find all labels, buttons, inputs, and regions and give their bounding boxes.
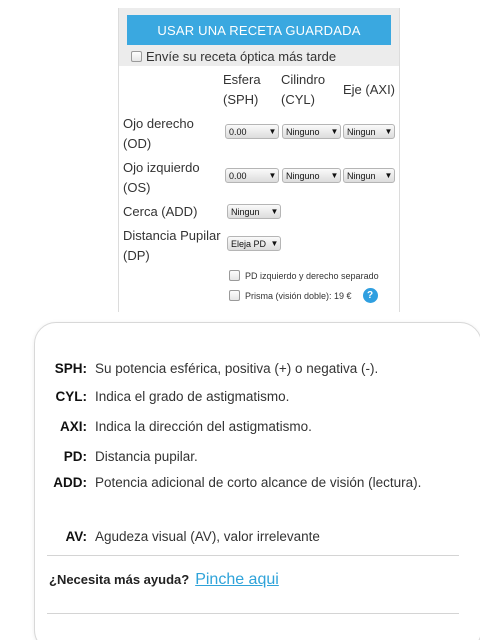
glossary-item-cyl xyxy=(35,387,475,407)
help-link[interactable]: Pinche aqui xyxy=(195,571,279,588)
glossary-term: CYL: xyxy=(55,389,87,404)
os-row-label xyxy=(123,158,200,198)
glossary-definition: Su potencia esférica, positiva (+) o negativa (-). xyxy=(95,361,379,376)
glossary-definition: Potencia adicional de corto alcance de visión (lectura). xyxy=(95,475,422,490)
od-sphere-select[interactable] xyxy=(225,124,279,139)
add-select[interactable] xyxy=(227,204,281,219)
glossary-term: SPH: xyxy=(54,361,87,376)
glossary-definition: Indica el grado de astigmatismo. xyxy=(95,389,290,404)
glossary-definition: Indica la dirección del astigmatismo. xyxy=(95,419,312,434)
cylinder-header-line1: Cilindro xyxy=(281,72,326,87)
help-icon[interactable]: ? xyxy=(363,288,378,303)
glossary-definition: Agudeza visual (AV), valor irrelevante xyxy=(95,529,320,544)
glossary-term: ADD: xyxy=(53,475,87,490)
od-axis-value: Ningun xyxy=(347,126,376,137)
glossary-item-pd xyxy=(35,447,475,467)
os-axis-value: Ningun xyxy=(347,170,376,181)
sphere-header-line2: (SPH) xyxy=(223,92,259,107)
os-label-line1: Ojo izquierdo xyxy=(123,160,200,175)
os-cylinder-value: Ninguno xyxy=(286,170,320,181)
use-saved-prescription-button[interactable]: USAR UNA RECETA GUARDADA xyxy=(127,15,391,45)
pd-separate-row[interactable] xyxy=(229,270,379,281)
dp-row-label xyxy=(123,226,221,266)
glossary-term: PD: xyxy=(63,449,87,464)
send-later-row[interactable] xyxy=(131,49,336,64)
chevron-down-icon: ▼ xyxy=(268,171,277,180)
od-cylinder-value: Ninguno xyxy=(286,126,320,137)
divider xyxy=(47,555,459,556)
od-label-line1: Ojo derecho xyxy=(123,116,194,131)
glossary-card xyxy=(34,322,480,640)
glossary-item-axi xyxy=(35,417,475,437)
chevron-down-icon: ▼ xyxy=(268,127,277,136)
os-sphere-value: 0.00 xyxy=(229,170,247,181)
send-later-checkbox[interactable] xyxy=(131,51,142,62)
os-axis-select[interactable] xyxy=(343,168,395,183)
glossary-term: AV: xyxy=(65,529,87,544)
prism-row[interactable] xyxy=(229,288,378,303)
dp-label-line1: Distancia Pupilar xyxy=(123,228,221,243)
pd-separate-checkbox[interactable] xyxy=(229,270,240,281)
dp-label-line2: (DP) xyxy=(123,248,150,263)
glossary-item-sph xyxy=(35,359,475,379)
prescription-form xyxy=(118,8,400,312)
chevron-down-icon: ▼ xyxy=(384,127,393,136)
pd-value: Eleja PD xyxy=(231,238,267,249)
pd-select[interactable] xyxy=(227,236,281,251)
od-axis-select[interactable] xyxy=(343,124,395,139)
od-sphere-value: 0.00 xyxy=(229,126,247,137)
glossary-definition: Distancia pupilar. xyxy=(95,449,198,464)
sphere-column-header xyxy=(223,70,261,110)
os-label-line2: (OS) xyxy=(123,180,151,195)
os-sphere-select[interactable] xyxy=(225,168,279,183)
pd-separate-label: PD izquierdo y derecho separado xyxy=(245,270,379,281)
add-row-label: Cerca (ADD) xyxy=(123,204,198,219)
glossary-term: AXI: xyxy=(60,419,87,434)
cylinder-header-line2: (CYL) xyxy=(281,92,315,107)
od-label-line2: (OD) xyxy=(123,136,152,151)
help-question: ¿Necesita más ayuda? xyxy=(49,572,190,587)
chevron-down-icon: ▼ xyxy=(270,239,279,248)
divider xyxy=(47,613,459,614)
axis-column-header: Eje (AXI) xyxy=(343,82,396,97)
chevron-down-icon: ▼ xyxy=(330,127,339,136)
od-cylinder-select[interactable] xyxy=(282,124,341,139)
glossary-item-add xyxy=(35,473,475,493)
od-row-label xyxy=(123,114,194,154)
chevron-down-icon: ▼ xyxy=(330,171,339,180)
help-row xyxy=(49,571,279,589)
chevron-down-icon: ▼ xyxy=(384,171,393,180)
add-value: Ningun xyxy=(231,206,260,217)
cylinder-column-header xyxy=(281,70,325,110)
glossary-item-av xyxy=(35,527,475,547)
prism-checkbox[interactable] xyxy=(229,290,240,301)
prism-label: Prisma (visión doble): 19 € xyxy=(245,290,352,301)
chevron-down-icon: ▼ xyxy=(270,207,279,216)
sphere-header-line1: Esfera xyxy=(223,72,261,87)
os-cylinder-select[interactable] xyxy=(282,168,341,183)
send-later-label: Envíe su receta óptica más tarde xyxy=(146,49,337,64)
